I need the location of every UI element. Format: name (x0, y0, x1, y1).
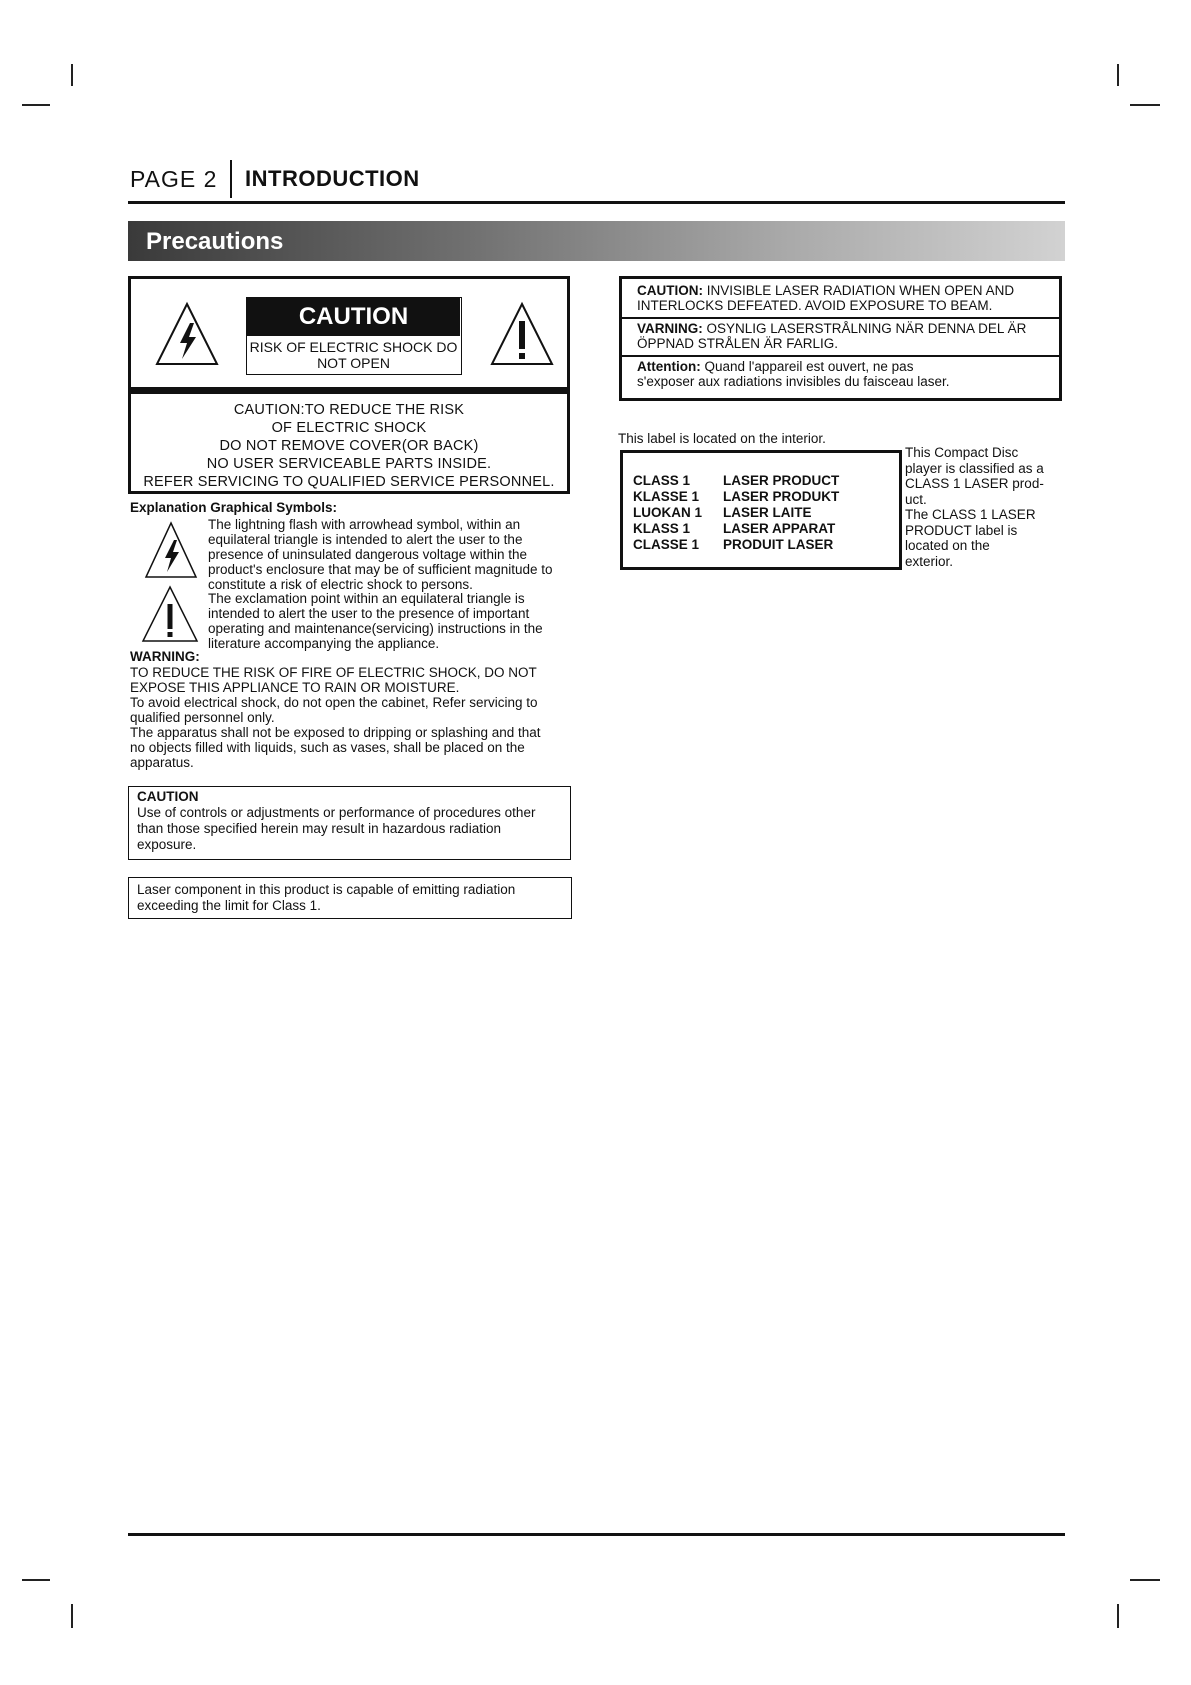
warning-line: The apparatus shall not be exposed to dripping or splashing and that (130, 725, 541, 740)
caution-instructions (131, 401, 567, 491)
class1-code: KLASS 1 (633, 521, 691, 536)
crop-mark (1117, 1604, 1119, 1628)
caution-label-line: RISK OF ELECTRIC SHOCK DO (249, 339, 458, 355)
caution-label (246, 297, 462, 375)
section-title: INTRODUCTION (245, 166, 420, 191)
radiation-warning-swedish (622, 321, 1059, 351)
caution-line: DO NOT REMOVE COVER(OR BACK) (219, 438, 479, 454)
caution-box-line: exposure. (137, 837, 197, 852)
class1-product: LASER PRODUKT (723, 489, 840, 504)
radiation-divider (622, 355, 1059, 357)
radiation-label: CAUTION: (637, 283, 703, 298)
warning-line: TO REDUCE THE RISK OF FIRE OF ELECTRIC SHOCK, DO NOT (130, 665, 537, 680)
radiation-label: Attention: (637, 359, 701, 374)
class1-description-line: located on the (905, 538, 990, 553)
lightning-warning-icon (143, 520, 199, 580)
warning-line: To avoid electrical shock, do not open the cabinet, Refer servicing to (130, 695, 538, 710)
explanation-line: operating and maintenance(servicing) instructions in the (208, 621, 543, 636)
warning-line: apparatus. (130, 755, 194, 770)
radiation-label: VARNING: (637, 321, 703, 336)
radiation-divider (622, 317, 1059, 319)
banner-title: Precautions (146, 228, 284, 255)
laser-radiation-warning-box (619, 276, 1062, 401)
class1-laser-label (620, 450, 902, 570)
crop-mark (1117, 64, 1119, 86)
caution-label-subtitle (247, 339, 460, 371)
crop-mark (71, 1604, 73, 1628)
class1-description-line: This Compact Disc (905, 445, 1019, 460)
class1-description-line: CLASS 1 LASER prod- (905, 476, 1044, 491)
label-location-note: This label is located on the interior. (618, 431, 826, 446)
class1-code: CLASSE 1 (633, 537, 700, 552)
crop-mark (22, 1579, 50, 1581)
class1-product: PRODUIT LASER (723, 537, 834, 552)
warning-line: no objects filled with liquids, such as vases, shall be placed on the (130, 740, 525, 755)
class1-description-line: exterior. (905, 553, 954, 569)
caution-line: CAUTION:TO REDUCE THE RISK (233, 402, 465, 418)
header-rule (128, 201, 1065, 204)
class1-row (633, 537, 839, 553)
explanation-line: The lightning flash with arrowhead symbol, within an (208, 517, 521, 532)
class1-product: LASER PRODUCT (723, 473, 840, 488)
crop-mark (1130, 104, 1160, 106)
crop-mark (1130, 1579, 1160, 1581)
header-separator (230, 160, 232, 198)
exclamation-warning-icon (489, 301, 555, 367)
radiation-text: ÖPPNAD STRÅLEN ÄR FARLIG. (637, 336, 839, 351)
radiation-text: s'exposer aux radiations invisibles du faisceau laser. (637, 374, 950, 389)
radiation-text: INVISIBLE LASER RADIATION WHEN OPEN AND (703, 283, 1015, 298)
class1-row (633, 505, 839, 521)
radiation-text: Quand l'appareil est ouvert, ne pas (700, 359, 914, 374)
explanation-line: presence of uninsulated dangerous voltage within the (208, 547, 527, 562)
class1-description-line: The CLASS 1 LASER (905, 507, 1036, 522)
warning-title: WARNING: (130, 649, 200, 664)
class1-code: LUOKAN 1 (633, 505, 703, 520)
page-label: PAGE 2 (130, 166, 218, 192)
explanation-line: equilateral triangle is intended to alert the user to the (208, 532, 523, 547)
laser-component-body (137, 882, 562, 914)
radiation-text: OSYNLIG LASERSTRÅLNING NÄR DENNA DEL ÄR (702, 321, 1027, 336)
warning-line: EXPOSE THIS APPLIANCE TO RAIN OR MOISTURE. (130, 680, 460, 695)
radiation-caution-box (128, 786, 571, 860)
class1-label-rows (633, 473, 839, 553)
class1-description-line: PRODUCT label is (905, 522, 1018, 538)
warning-body (130, 665, 570, 770)
caution-box-line: than those specified herein may result in hazardous radiation (137, 821, 501, 836)
class1-description (905, 445, 1065, 569)
laser-component-line: exceeding the limit for Class 1. (137, 898, 321, 913)
caution-line: NO USER SERVICEABLE PARTS INSIDE. (206, 456, 492, 472)
crop-mark (22, 104, 50, 106)
explanation-line: The exclamation point within an equilateral triangle is (208, 591, 525, 606)
class1-product: LASER LAITE (723, 505, 812, 520)
laser-component-line: Laser component in this product is capable of emitting radiation (137, 882, 516, 897)
caution-line: REFER SERVICING TO QUALIFIED SERVICE PERSONNEL. (143, 474, 555, 490)
class1-row (633, 489, 839, 505)
class1-product: LASER APPARAT (723, 521, 836, 536)
caution-box-body (137, 805, 562, 853)
crop-mark (71, 64, 73, 86)
explanation-line: constitute a risk of electric shock to persons. (208, 577, 473, 592)
radiation-text: INTERLOCKS DEFEATED. AVOID EXPOSURE TO BEAM. (637, 298, 993, 313)
class1-row (633, 473, 839, 489)
caution-label-title: CAUTION (247, 298, 460, 336)
caution-symbol-row (131, 279, 567, 387)
laser-component-box (128, 877, 572, 919)
explanation-line: literature accompanying the appliance. (208, 636, 440, 651)
footer-rule (128, 1533, 1065, 1536)
class1-code: KLASSE 1 (633, 489, 700, 504)
class1-row (633, 521, 839, 537)
caution-box-title: CAUTION (137, 789, 199, 804)
caution-label-line: NOT OPEN (317, 355, 390, 371)
caution-divider (131, 387, 567, 394)
explanation-line: intended to alert the user to the presence of important (208, 606, 530, 621)
explanation-title: Explanation Graphical Symbols: (130, 500, 338, 515)
electric-shock-caution-box (128, 276, 570, 494)
lightning-warning-icon (154, 301, 220, 367)
lightning-explanation (208, 517, 568, 592)
caution-box-line: Use of controls or adjustments or performance of procedures other (137, 805, 536, 820)
explanation-line: product's enclosure that may be of sufficient magnitude to (208, 562, 553, 577)
precautions-banner (128, 221, 1065, 261)
class1-description-line: uct. (905, 491, 927, 507)
radiation-warning-french (622, 359, 1059, 389)
radiation-warning-english (622, 283, 1059, 313)
class1-description-line: player is classified as a (905, 460, 1044, 476)
caution-line: OF ELECTRIC SHOCK (271, 420, 427, 436)
warning-line: qualified personnel only. (130, 710, 275, 725)
class1-code: CLASS 1 (633, 473, 691, 488)
exclamation-explanation (208, 591, 568, 651)
exclamation-warning-icon (140, 584, 200, 644)
